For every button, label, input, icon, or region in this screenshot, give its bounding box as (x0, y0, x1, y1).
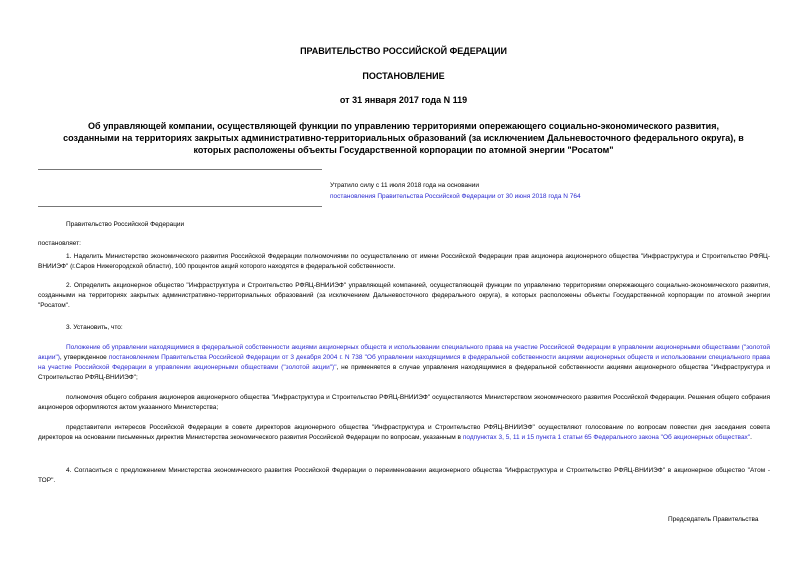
document-type: ПОСТАНОВЛЕНИЕ (362, 71, 445, 81)
date-number: от 31 января 2017 года N 119 (339, 95, 468, 105)
paragraph-1: 1. Наделить Министерство экономического развития Российской Федерации полномочиями по осуществлению от имени Российской Федерации прав акционера акционерного общества "Инфраструктура и Строительство РФЯЦ-ВНИИЭФ" (г.Саров Нижегородской области), 100 процентов акций которого находятся в федеральной собственности. (38, 253, 770, 270)
regulation-link[interactable]: Положение об управлении находящимися в федеральной собственности акциями акционерных обществ и использовании специального права на участие Российской Федерации в управлении акционерными обществами ("золотой акции") (38, 344, 770, 361)
divider-top (38, 169, 322, 170)
paragraph-2: 2. Определить акционерное общество "Инфраструктура и Строительство РФЯЦ-ВНИИЭФ" управляющей компанией, осуществляющей функции по управлению территориями опережающего социально-экономического развития, созданными на территориях закрытых административно-территориальных образований (за исключением Дальневосточного федерального округа), в которых расположены объекты Государственной корпорации по атомной энергии "Росатом". (38, 282, 770, 309)
repeal-link[interactable]: постановления Правительства Российской Федерации от 30 июня 2018 года N 764 (330, 193, 581, 200)
signature: Председатель Правительства (668, 516, 759, 523)
resolution-link[interactable]: постановлением Правительства Российской Федерации от 3 декабря 2004 г. N 738 "Об управлении находящимися в федеральной собственности акциями акционерных обществ и использовании специального права на участие Российской Федерации в управлении акционерными обществами ("золотой акции")" (38, 354, 770, 371)
decrees-text: постановляет: (38, 240, 81, 247)
paragraph-4: 4. Согласиться с предложением Министерства экономического развития Российской Федерации о переименовании акционерного общества "Инфраструктура и Строительство РФЯЦ-ВНИИЭФ" в акционерное общество "Атом - ТОР". (38, 467, 770, 484)
divider-bottom (38, 206, 322, 207)
intro-text: Правительство Российской Федерации (66, 221, 185, 228)
paragraph-3c (38, 423, 770, 443)
paragraph-3c-text-1: представители интересов Российской Федерации в совете директоров акционерного общества "Инфраструктура и Строительство РФЯЦ-ВНИИЭФ" осуществляют голосование по вопросам повестки дня заседания совета директоров на основании письменных директив Министерства экономического развития Российской Федерации по вопросам, указанным в (38, 424, 770, 441)
paragraph-3: 3. Установить, что: (66, 324, 123, 331)
repeal-notice: Утратило силу с 11 июля 2018 года на основании (330, 182, 480, 189)
document-title: Об управляющей компании, осуществляющей функции по управлению территориями опережающего социально-экономического развития, созданными на территориях закрытых административно-территориальных образований (за исключением Дальневосточного федерального округа), в которых расположены объекты Государственной корпорации по атомной энергии "Росатом" (63, 121, 744, 155)
paragraph-3b: полномочия общего собрания акционеров акционерного общества "Инфраструктура и Строительство РФЯЦ-ВНИИЭФ" осуществляются Министерством экономического развития Российской Федерации. Решения общего собрания акционеров оформляются актом указанного Министерства; (38, 394, 770, 411)
government-heading: ПРАВИТЕЛЬСТВО РОССИЙСКОЙ ФЕДЕРАЦИИ (300, 46, 507, 56)
federal-law-link[interactable]: подпунктах 3, 5, 11 и 15 пункта 1 статьи 65 Федерального закона "Об акционерных обществах" (462, 434, 751, 441)
paragraph-3a-text-2: , не применяется в случае управления находящимися в федеральной собственности акциями акционерного общества "Инфраструктура и Строительство РФЯЦ-ВНИИЭФ"; (38, 364, 771, 381)
paragraph-3a (38, 343, 770, 383)
paragraph-3c-text-2: . (750, 434, 752, 441)
paragraph-3a-text-1: , утвержденное (59, 354, 109, 361)
